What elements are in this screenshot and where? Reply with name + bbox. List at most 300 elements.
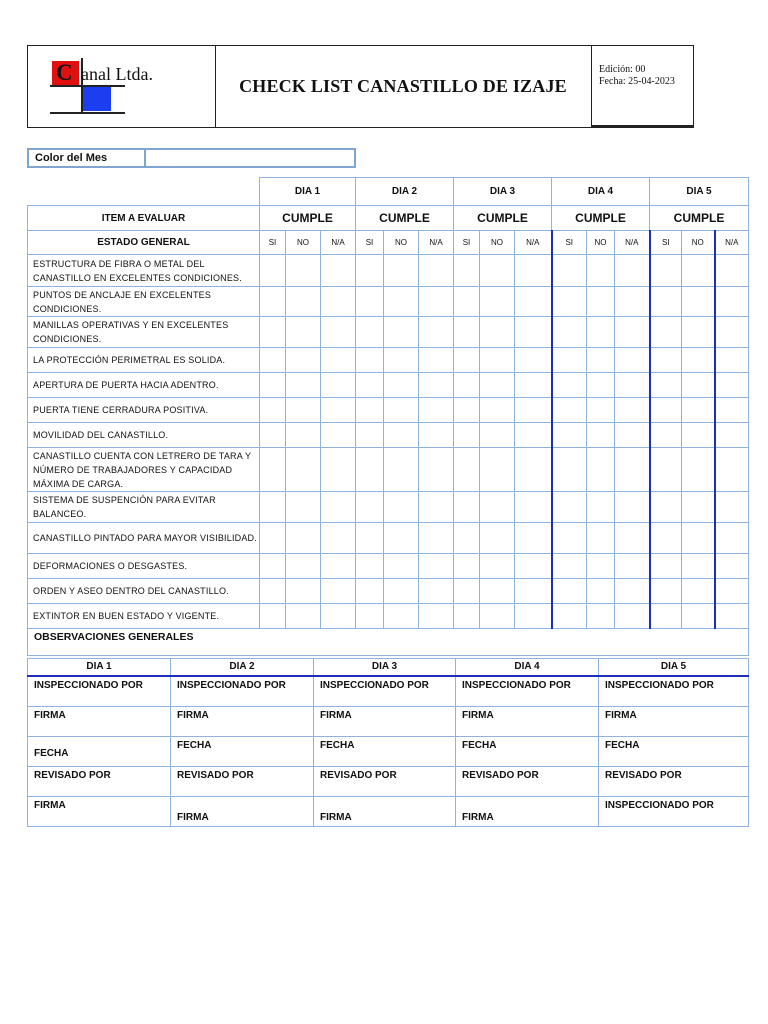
color-del-mes-box <box>27 148 356 168</box>
check-cell[interactable] <box>321 579 356 604</box>
check-cell[interactable] <box>356 348 384 373</box>
check-cell[interactable] <box>515 554 552 579</box>
firma-cell[interactable]: FIRMA <box>456 797 599 827</box>
check-cell[interactable] <box>552 317 587 348</box>
check-cell[interactable] <box>454 255 480 287</box>
check-cell[interactable] <box>480 255 515 287</box>
check-cell[interactable] <box>650 287 682 317</box>
item-label: ORDEN Y ASEO DENTRO DEL CANASTILLO. <box>28 579 260 604</box>
check-cell[interactable] <box>356 523 384 554</box>
item-label: APERTURA DE PUERTA HACIA ADENTRO. <box>28 373 260 398</box>
check-cell[interactable] <box>260 448 286 492</box>
check-cell[interactable] <box>552 554 587 579</box>
sub-header-row <box>28 231 749 255</box>
option-header-na: N/A <box>615 231 650 255</box>
firma-cell[interactable]: FIRMA <box>314 797 456 827</box>
check-cell[interactable] <box>384 492 419 523</box>
check-cell[interactable] <box>286 348 321 373</box>
checklist-row <box>28 492 749 523</box>
signature-day-header: DIA 3 <box>314 659 456 676</box>
check-cell[interactable] <box>615 373 650 398</box>
check-cell[interactable] <box>715 523 749 554</box>
check-cell[interactable] <box>615 604 650 629</box>
item-label: LA PROTECCIÓN PERIMETRAL ES SOLIDA. <box>28 348 260 373</box>
check-cell[interactable] <box>715 604 749 629</box>
check-cell[interactable] <box>480 523 515 554</box>
logo-letter: C <box>56 60 73 85</box>
signature-table <box>27 658 749 827</box>
check-cell[interactable] <box>321 373 356 398</box>
option-header-si: SI <box>454 231 480 255</box>
signature-day-header: DIA 5 <box>599 659 749 676</box>
check-cell[interactable] <box>454 554 480 579</box>
signature-row <box>28 737 749 767</box>
check-cell[interactable] <box>480 448 515 492</box>
check-cell[interactable] <box>419 348 454 373</box>
signature-day-header: DIA 4 <box>456 659 599 676</box>
inspeccionado-por-cell[interactable]: INSPECCIONADO POR <box>456 676 599 707</box>
item-label: MOVILIDAD DEL CANASTILLO. <box>28 423 260 448</box>
check-cell[interactable] <box>650 373 682 398</box>
check-cell[interactable] <box>515 287 552 317</box>
check-cell[interactable] <box>286 604 321 629</box>
check-cell[interactable] <box>587 373 615 398</box>
check-cell[interactable] <box>260 255 286 287</box>
firma-cell[interactable]: FIRMA <box>314 707 456 737</box>
checklist-row <box>28 523 749 554</box>
check-cell[interactable] <box>682 492 715 523</box>
checklist-row <box>28 287 749 317</box>
option-header-no: NO <box>682 231 715 255</box>
check-cell[interactable] <box>454 579 480 604</box>
check-cell[interactable] <box>552 523 587 554</box>
check-cell[interactable] <box>615 255 650 287</box>
check-cell[interactable] <box>715 579 749 604</box>
blank-corner <box>28 178 260 206</box>
revisado-por-cell[interactable]: REVISADO POR <box>456 767 599 797</box>
item-header: ITEM A EVALUAR <box>28 206 260 231</box>
check-cell[interactable] <box>587 287 615 317</box>
check-cell[interactable] <box>356 255 384 287</box>
option-header-si: SI <box>552 231 587 255</box>
check-cell[interactable] <box>515 348 552 373</box>
check-cell[interactable] <box>260 348 286 373</box>
option-header-no: NO <box>286 231 321 255</box>
check-cell[interactable] <box>321 554 356 579</box>
inspeccionado-por-cell[interactable]: INSPECCIONADO POR <box>171 676 314 707</box>
check-cell[interactable] <box>587 423 615 448</box>
check-cell[interactable] <box>384 448 419 492</box>
check-cell[interactable] <box>260 398 286 423</box>
check-cell[interactable] <box>454 492 480 523</box>
option-header-si: SI <box>356 231 384 255</box>
signature-row <box>28 676 749 707</box>
checklist-row <box>28 579 749 604</box>
document-header <box>27 45 694 128</box>
check-cell[interactable] <box>356 579 384 604</box>
check-cell[interactable] <box>515 373 552 398</box>
option-header-na: N/A <box>419 231 454 255</box>
checklist-row <box>28 423 749 448</box>
check-cell[interactable] <box>286 523 321 554</box>
cumple-header: CUMPLE <box>356 206 454 231</box>
check-cell[interactable] <box>650 604 682 629</box>
check-cell[interactable] <box>587 448 615 492</box>
check-cell[interactable] <box>615 492 650 523</box>
day-header: DIA 5 <box>650 178 749 206</box>
document-title: CHECK LIST CANASTILLO DE IZAJE <box>239 76 567 96</box>
check-cell[interactable] <box>650 423 682 448</box>
check-cell[interactable] <box>615 423 650 448</box>
check-cell[interactable] <box>356 604 384 629</box>
check-cell[interactable] <box>286 448 321 492</box>
check-cell[interactable] <box>454 604 480 629</box>
check-cell[interactable] <box>419 579 454 604</box>
check-cell[interactable] <box>682 287 715 317</box>
check-cell[interactable] <box>615 287 650 317</box>
check-cell[interactable] <box>480 554 515 579</box>
check-cell[interactable] <box>715 398 749 423</box>
check-cell[interactable] <box>552 398 587 423</box>
check-cell[interactable] <box>650 523 682 554</box>
checklist-row <box>28 448 749 492</box>
fecha-cell[interactable]: FECHA <box>456 737 599 767</box>
check-cell[interactable] <box>321 523 356 554</box>
day-header: DIA 1 <box>260 178 356 206</box>
check-cell[interactable] <box>356 492 384 523</box>
check-cell[interactable] <box>454 287 480 317</box>
option-header-si: SI <box>260 231 286 255</box>
check-cell[interactable] <box>286 554 321 579</box>
option-header-na: N/A <box>515 231 552 255</box>
item-label: MANILLAS OPERATIVAS Y EN EXCELENTES CONDICIONES. <box>28 317 260 348</box>
check-cell[interactable] <box>260 423 286 448</box>
check-cell[interactable] <box>682 317 715 348</box>
inspeccionado-por-cell[interactable]: INSPECCIONADO POR <box>599 676 749 707</box>
check-cell[interactable] <box>356 448 384 492</box>
check-cell[interactable] <box>615 398 650 423</box>
check-cell[interactable] <box>321 348 356 373</box>
check-cell[interactable] <box>321 398 356 423</box>
option-header-na: N/A <box>715 231 749 255</box>
check-cell[interactable] <box>260 604 286 629</box>
check-cell[interactable] <box>321 317 356 348</box>
revisado-por-cell[interactable]: REVISADO POR <box>171 767 314 797</box>
signature-day-header: DIA 1 <box>28 659 171 676</box>
check-cell[interactable] <box>587 492 615 523</box>
check-cell[interactable] <box>321 255 356 287</box>
check-cell[interactable] <box>552 579 587 604</box>
check-cell[interactable] <box>682 579 715 604</box>
fecha-cell[interactable]: FECHA <box>314 737 456 767</box>
check-cell[interactable] <box>419 398 454 423</box>
check-cell[interactable] <box>650 554 682 579</box>
check-cell[interactable] <box>515 604 552 629</box>
check-cell[interactable] <box>454 317 480 348</box>
revisado-por-cell[interactable]: REVISADO POR <box>28 767 171 797</box>
check-cell[interactable] <box>321 287 356 317</box>
check-cell[interactable] <box>260 523 286 554</box>
checklist-row <box>28 373 749 398</box>
check-cell[interactable] <box>419 523 454 554</box>
check-cell[interactable] <box>715 373 749 398</box>
check-cell[interactable] <box>650 492 682 523</box>
check-cell[interactable] <box>715 423 749 448</box>
check-cell[interactable] <box>715 492 749 523</box>
cumple-row <box>28 206 749 231</box>
check-cell[interactable] <box>454 373 480 398</box>
check-cell[interactable] <box>356 317 384 348</box>
check-cell[interactable] <box>321 423 356 448</box>
check-cell[interactable] <box>587 255 615 287</box>
check-cell[interactable] <box>615 523 650 554</box>
check-cell[interactable] <box>454 448 480 492</box>
check-cell[interactable] <box>650 398 682 423</box>
check-cell[interactable] <box>480 604 515 629</box>
color-del-mes-field[interactable] <box>144 150 358 166</box>
check-cell[interactable] <box>454 398 480 423</box>
meta-cell <box>591 46 693 127</box>
check-cell[interactable] <box>587 317 615 348</box>
firma-cell[interactable]: FIRMA <box>171 707 314 737</box>
check-cell[interactable] <box>384 348 419 373</box>
check-cell[interactable] <box>552 255 587 287</box>
check-cell[interactable] <box>356 373 384 398</box>
check-cell[interactable] <box>286 492 321 523</box>
fecha-cell[interactable]: FECHA <box>28 737 171 767</box>
check-cell[interactable] <box>480 423 515 448</box>
check-cell[interactable] <box>715 554 749 579</box>
check-cell[interactable] <box>515 448 552 492</box>
firma-cell[interactable]: FIRMA <box>599 707 749 737</box>
check-cell[interactable] <box>260 579 286 604</box>
company-logo <box>50 58 180 114</box>
signature-day-row <box>28 659 749 676</box>
cumple-header: CUMPLE <box>650 206 749 231</box>
check-cell[interactable] <box>615 317 650 348</box>
check-cell[interactable] <box>515 579 552 604</box>
check-cell[interactable] <box>650 579 682 604</box>
check-cell[interactable] <box>260 287 286 317</box>
check-cell[interactable] <box>552 287 587 317</box>
check-cell[interactable] <box>682 604 715 629</box>
check-cell[interactable] <box>480 373 515 398</box>
signature-day-header: DIA 2 <box>171 659 314 676</box>
option-header-si: SI <box>650 231 682 255</box>
check-cell[interactable] <box>480 317 515 348</box>
check-cell[interactable] <box>715 348 749 373</box>
check-cell[interactable] <box>384 287 419 317</box>
check-cell[interactable] <box>356 554 384 579</box>
check-cell[interactable] <box>552 492 587 523</box>
check-cell[interactable] <box>419 492 454 523</box>
check-cell[interactable] <box>515 317 552 348</box>
day-header-row <box>28 178 749 206</box>
check-cell[interactable] <box>419 554 454 579</box>
signature-row <box>28 797 749 827</box>
check-cell[interactable] <box>615 348 650 373</box>
day-header: DIA 3 <box>454 178 552 206</box>
checklist-table <box>27 177 749 656</box>
check-cell[interactable] <box>419 604 454 629</box>
firma-cell[interactable]: FIRMA <box>28 707 171 737</box>
check-cell[interactable] <box>480 492 515 523</box>
check-cell[interactable] <box>650 448 682 492</box>
revisado-por-cell[interactable]: REVISADO POR <box>314 767 456 797</box>
option-header-na: N/A <box>321 231 356 255</box>
item-label: CANASTILLO CUENTA CON LETRERO DE TARA Y NÚMERO DE TRABAJADORES Y CAPACIDAD MÁXIMA DE CARGA. <box>28 448 260 492</box>
check-cell[interactable] <box>384 554 419 579</box>
check-cell[interactable] <box>615 554 650 579</box>
check-cell[interactable] <box>715 255 749 287</box>
cumple-header: CUMPLE <box>552 206 650 231</box>
check-cell[interactable] <box>587 604 615 629</box>
check-cell[interactable] <box>260 373 286 398</box>
check-cell[interactable] <box>715 448 749 492</box>
check-cell[interactable] <box>682 255 715 287</box>
logo-text: anal Ltda. <box>81 64 153 84</box>
check-cell[interactable] <box>587 398 615 423</box>
check-cell[interactable] <box>480 287 515 317</box>
check-cell[interactable] <box>515 523 552 554</box>
check-cell[interactable] <box>515 398 552 423</box>
signature-row <box>28 767 749 797</box>
checklist-row <box>28 554 749 579</box>
check-cell[interactable] <box>260 317 286 348</box>
check-cell[interactable] <box>515 423 552 448</box>
check-cell[interactable] <box>682 523 715 554</box>
check-cell[interactable] <box>650 317 682 348</box>
check-cell[interactable] <box>321 604 356 629</box>
check-cell[interactable] <box>260 492 286 523</box>
check-cell[interactable] <box>286 287 321 317</box>
check-cell[interactable] <box>384 579 419 604</box>
check-cell[interactable] <box>419 373 454 398</box>
check-cell[interactable] <box>552 448 587 492</box>
item-label: PUERTA TIENE CERRADURA POSITIVA. <box>28 398 260 423</box>
check-cell[interactable] <box>682 554 715 579</box>
check-cell[interactable] <box>454 423 480 448</box>
check-cell[interactable] <box>384 398 419 423</box>
check-cell[interactable] <box>682 373 715 398</box>
item-label: EXTINTOR EN BUEN ESTADO Y VIGENTE. <box>28 604 260 629</box>
checklist-row <box>28 604 749 629</box>
check-cell[interactable] <box>682 398 715 423</box>
check-cell[interactable] <box>356 398 384 423</box>
check-cell[interactable] <box>552 348 587 373</box>
check-cell[interactable] <box>480 398 515 423</box>
inspeccionado-por-cell[interactable]: INSPECCIONADO POR <box>599 797 749 827</box>
check-cell[interactable] <box>260 554 286 579</box>
checklist-row <box>28 255 749 287</box>
observaciones-label: OBSERVACIONES GENERALES <box>28 629 749 656</box>
check-cell[interactable] <box>682 423 715 448</box>
check-cell[interactable] <box>515 255 552 287</box>
check-cell[interactable] <box>419 448 454 492</box>
signature-row <box>28 707 749 737</box>
inspeccionado-por-cell[interactable]: INSPECCIONADO POR <box>314 676 456 707</box>
check-cell[interactable] <box>682 348 715 373</box>
check-cell[interactable] <box>321 448 356 492</box>
check-cell[interactable] <box>286 398 321 423</box>
check-cell[interactable] <box>515 492 552 523</box>
checklist-row <box>28 317 749 348</box>
day-header: DIA 2 <box>356 178 454 206</box>
check-cell[interactable] <box>650 255 682 287</box>
cumple-header: CUMPLE <box>260 206 356 231</box>
color-del-mes-label: Color del Mes <box>35 152 108 164</box>
check-cell[interactable] <box>384 317 419 348</box>
check-cell[interactable] <box>419 255 454 287</box>
checklist-row <box>28 348 749 373</box>
fecha-cell[interactable]: FECHA <box>599 737 749 767</box>
check-cell[interactable] <box>480 579 515 604</box>
check-cell[interactable] <box>384 523 419 554</box>
check-cell[interactable] <box>356 287 384 317</box>
check-cell[interactable] <box>286 373 321 398</box>
firma-cell[interactable]: FIRMA <box>171 797 314 827</box>
revisado-por-cell[interactable]: REVISADO POR <box>599 767 749 797</box>
check-cell[interactable] <box>286 579 321 604</box>
logo-cell <box>28 46 216 127</box>
check-cell[interactable] <box>587 523 615 554</box>
check-cell[interactable] <box>419 423 454 448</box>
option-header-no: NO <box>384 231 419 255</box>
check-cell[interactable] <box>356 423 384 448</box>
check-cell[interactable] <box>552 604 587 629</box>
check-cell[interactable] <box>615 448 650 492</box>
item-label: SISTEMA DE SUSPENCIÓN PARA EVITAR BALANCEO. <box>28 492 260 523</box>
check-cell[interactable] <box>419 317 454 348</box>
check-cell[interactable] <box>715 317 749 348</box>
check-cell[interactable] <box>384 604 419 629</box>
check-cell[interactable] <box>321 492 356 523</box>
date-text: Fecha: 25-04-2023 <box>599 76 675 87</box>
check-cell[interactable] <box>587 348 615 373</box>
fecha-cell[interactable]: FECHA <box>171 737 314 767</box>
edition-text: Edición: 00 <box>599 64 646 75</box>
check-cell[interactable] <box>650 348 682 373</box>
check-cell[interactable] <box>615 579 650 604</box>
check-cell[interactable] <box>384 255 419 287</box>
check-cell[interactable] <box>286 317 321 348</box>
item-label: PUNTOS DE ANCLAJE EN EXCELENTES CONDICIONES. <box>28 287 260 317</box>
cumple-header: CUMPLE <box>454 206 552 231</box>
check-cell[interactable] <box>286 255 321 287</box>
firma-cell[interactable]: FIRMA <box>456 707 599 737</box>
item-label: CANASTILLO PINTADO PARA MAYOR VISIBILIDAD. <box>28 523 260 554</box>
check-cell[interactable] <box>454 523 480 554</box>
firma-cell[interactable]: FIRMA <box>28 797 171 827</box>
check-cell[interactable] <box>286 423 321 448</box>
check-cell[interactable] <box>715 287 749 317</box>
check-cell[interactable] <box>682 448 715 492</box>
check-cell[interactable] <box>552 423 587 448</box>
check-cell[interactable] <box>480 348 515 373</box>
check-cell[interactable] <box>454 348 480 373</box>
inspeccionado-por-cell[interactable]: INSPECCIONADO POR <box>28 676 171 707</box>
option-header-no: NO <box>587 231 615 255</box>
check-cell[interactable] <box>587 554 615 579</box>
check-cell[interactable] <box>587 579 615 604</box>
day-header: DIA 4 <box>552 178 650 206</box>
check-cell[interactable] <box>384 423 419 448</box>
estado-general-header: ESTADO GENERAL <box>28 231 260 255</box>
check-cell[interactable] <box>419 287 454 317</box>
check-cell[interactable] <box>552 373 587 398</box>
check-cell[interactable] <box>384 373 419 398</box>
observaciones-row <box>28 629 749 656</box>
